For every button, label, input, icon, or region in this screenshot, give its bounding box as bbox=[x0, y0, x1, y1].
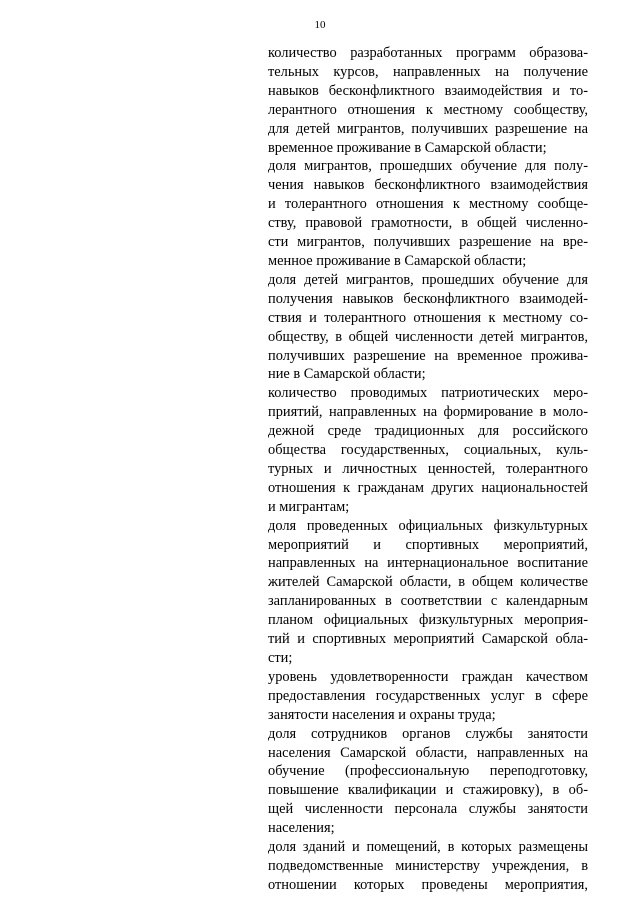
paragraph bbox=[268, 44, 588, 157]
text-line: сти мигрантов, получивших разрешение на вре- bbox=[268, 234, 588, 251]
text-line: для детей мигрантов, получивших разрешение на bbox=[268, 120, 588, 137]
text-line: тий и спортивных мероприятий Самарской обла- bbox=[268, 631, 588, 648]
text-line: доля проведенных официальных физкультурных bbox=[268, 517, 588, 534]
text-line: дежной среде традиционных для российского bbox=[268, 423, 588, 440]
text-line: занятости населения и охраны труда; bbox=[268, 706, 496, 723]
paragraph bbox=[268, 725, 588, 838]
text-line: и мигрантам; bbox=[268, 498, 350, 515]
text-line: турных и личностных ценностей, толерантного bbox=[268, 460, 588, 477]
text-line: ствия и толерантного отношения к местному со- bbox=[268, 309, 588, 326]
document-body bbox=[268, 44, 588, 895]
paragraph bbox=[268, 838, 588, 895]
text-line: повышение квалификации и стажировку), в об- bbox=[268, 782, 588, 799]
text-line: направленных на интернациональное воспитание bbox=[268, 555, 588, 572]
text-line: навыков бесконфликтного взаимодействия и то- bbox=[268, 82, 588, 99]
text-line: населения; bbox=[268, 820, 335, 837]
text-line: количество проводимых патриотических меро- bbox=[268, 385, 588, 402]
text-line: отношения к гражданам других национальностей bbox=[268, 479, 588, 496]
text-line: запланированных в соответствии с календарным bbox=[268, 593, 588, 610]
text-line: планом официальных физкультурных мероприя- bbox=[268, 612, 588, 629]
text-line: сти; bbox=[268, 650, 293, 666]
text-line: и толерантного отношения к местному сообще- bbox=[268, 196, 588, 213]
text-line: количество разработанных программ образова- bbox=[268, 45, 588, 61]
text-line: общества государственных, социальных, куль- bbox=[268, 442, 588, 459]
text-line: ние в Самарской области; bbox=[268, 366, 426, 383]
text-line: ству, правовой грамотности, в общей численно- bbox=[268, 215, 588, 232]
text-line: уровень удовлетворенности граждан качеством bbox=[268, 668, 588, 685]
text-line: доля зданий и помещений, в которых размещены bbox=[268, 839, 588, 856]
paragraph bbox=[268, 271, 588, 384]
text-line: лерантного отношения к местному сообществу, bbox=[268, 101, 588, 118]
text-line: населения Самарской области, направленных на bbox=[268, 744, 588, 761]
text-line: обучение (профессиональную переподготовку, bbox=[268, 763, 588, 780]
text-line: отношении которых проведены мероприятия, bbox=[268, 876, 588, 893]
text-line: временное проживание в Самарской области; bbox=[268, 139, 547, 156]
text-line: приятий, направленных на формирование в моло- bbox=[268, 404, 588, 421]
text-line: обществу, в общей численности детей мигрантов, bbox=[268, 328, 588, 345]
paragraph bbox=[268, 384, 588, 516]
text-line: подведомственные министерству учреждения, в bbox=[268, 857, 588, 874]
text-line: щей численности персонала службы занятости bbox=[268, 801, 588, 818]
text-line: тельных курсов, направленных на получение bbox=[268, 63, 588, 80]
text-line: жителей Самарской области, в общем количестве bbox=[268, 574, 588, 591]
text-line: менное проживание в Самарской области; bbox=[268, 252, 527, 269]
text-line: получивших разрешение на временное прожива- bbox=[268, 347, 588, 364]
text-line: доля детей мигрантов, прошедших обучение для bbox=[268, 271, 588, 288]
paragraph bbox=[268, 157, 588, 270]
text-line: доля сотрудников органов службы занятости bbox=[268, 725, 588, 742]
text-line: предоставления государственных услуг в сфере bbox=[268, 687, 588, 704]
paragraph bbox=[268, 517, 588, 668]
page-number: 10 bbox=[314, 19, 326, 31]
text-line: мероприятий и спортивных мероприятий, bbox=[268, 536, 588, 553]
text-line: получения навыков бесконфликтного взаимодей- bbox=[268, 290, 588, 307]
paragraph bbox=[268, 668, 588, 725]
text-line: чения навыков бесконфликтного взаимодействия bbox=[268, 177, 588, 194]
text-line: доля мигрантов, прошедших обучение для полу- bbox=[268, 158, 588, 175]
